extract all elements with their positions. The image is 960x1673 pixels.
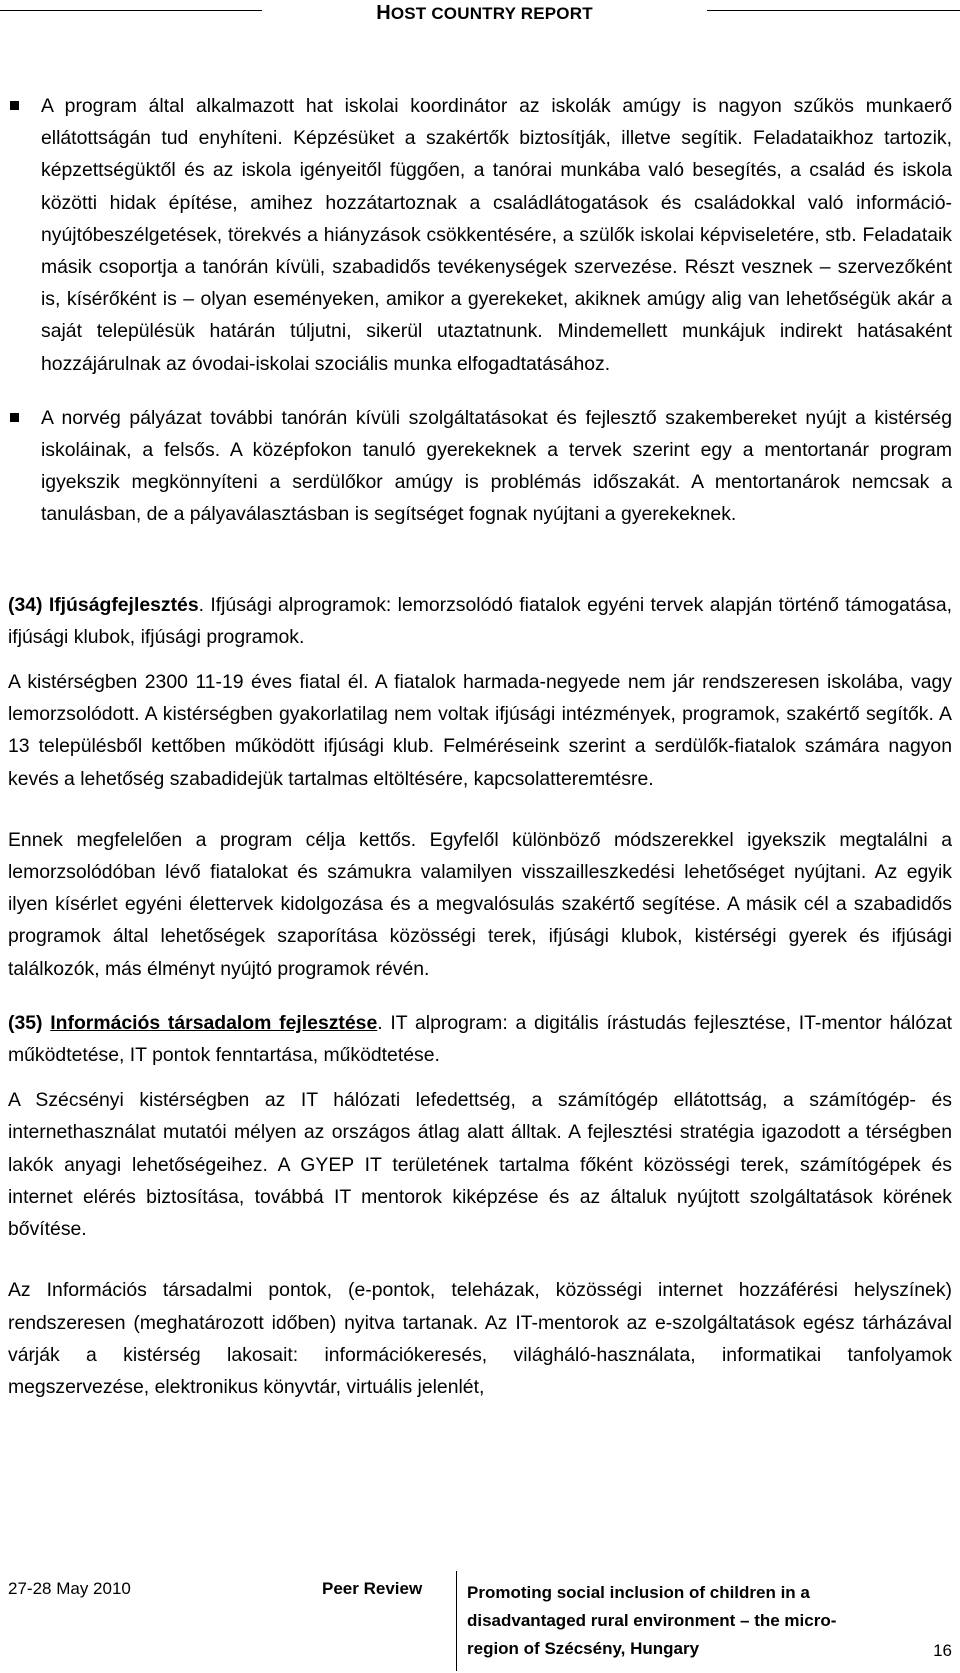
square-bullet-icon	[10, 101, 19, 110]
footer-divider	[456, 1571, 457, 1671]
header-title: HOST COUNTRY REPORT	[376, 2, 593, 24]
paragraph: Ennek megfelelően a program célja kettős. Egyfelől különböző módszerekkel igyekszik megtalálni a lemorzsolódóban lévő fiatalokat és számukra valamilyen visszailleszkedési lehetőséget nyújtani. Az egyik ilyen kísérlet egyéni élettervek kidolgozása és a megvalósulás szakértő segítése. A másik cél a szabadidős programok által lehetőségek szaporítása közösségi terek, ifjúsági klubok, kistérségi gyerek és ifjúsági találkozók, más élményt nyújtó programok révén.	[8, 828, 952, 980]
bullet-item	[8, 90, 952, 380]
section-34-heading: (34) Ifjúságfejlesztés. Ifjúsági alprogramok: lemorzsolódó fiatalok egyéni tervek alapján történő támogatása, ifjúsági klubok, ifjúsági programok.	[8, 593, 952, 648]
page-footer	[0, 1571, 960, 1673]
bullet-text: A program által alkalmazott hat iskolai koordinátor az iskolák amúgy is nagyon szűkös munkaerő ellátottságán tud enyhíteni. Képzésüket a szakértők biztosítják, illetve segítik. Feladataikhoz tartozik, képzettségüktől és az iskola igényeitől függően, a tanórai munkába való besegítés, a család és iskola közötti hidak építése, amihez hozzátartoznak a családlátogatások és családokkal való információ-nyújtóbeszélgetések, törekvés a hiányzások csökkentésére, a szülők iskolai képviseletére, stb. Feladataik másik csoportja a tanórán kívüli, szabadidős tevékenységek szervezése. Részt vesznek – szervezőként is, kísérőként is – olyan eseményeken, amikor a gyerekeket, akiknek amúgy alig van lehetőségük akár a saját településük határán túljutni, sikerül utaztatnunk. Mindemellett munkájuk indirekt hatásaként hozzájárulnak az óvodai-iskolai szociális munka elfogadtatásához.	[41, 95, 952, 375]
header-rule-left	[0, 10, 262, 11]
header-rule-right	[707, 10, 960, 11]
paragraph: A kistérségben 2300 11-19 éves fiatal él. A fiatalok harmada-negyede nem jár rendszeresen iskolába, vagy lemorzsolódott. A kistérségben gyakorlatilag nem voltak ifjúsági intézmények, programok, szakértő segítők. A 13 településből kettőben működött ifjúsági klub. Felméréseink szerint a serdülők-fiatalok számára nagyon kevés a lehetőség szabadidejük tartalmas eltöltésére, kapcsolatteremtésre.	[8, 671, 952, 790]
section-title: Információs társadalom fejlesztése	[50, 1011, 378, 1034]
document-body	[8, 90, 952, 1403]
square-bullet-icon	[10, 413, 19, 422]
bullet-item	[8, 402, 952, 531]
page-number: 16	[933, 1641, 952, 1660]
section-35-heading: (35) Információs társadalom fejlesztése. IT alprogram: a digitális írástudás fejlesztése, IT-mentor hálózat működtetése, IT pontok fenntartása, működtetése.	[8, 1011, 952, 1067]
bullet-text: A norvég pályázat további tanórán kívüli szolgáltatásokat és fejlesztő szakembereket nyújt a kistérség iskoláinak, a felsős. A középfokon tanuló gyerekeknek a tervek szerint egy a mentortanár program igyekszik megkönnyíteni a serdülőkor amúgy is problémás időszakát. A mentortanárok nemcsak a tanulásban, de a pályaválasztásban is segítséget fognak nyújtani a gyerekeknek.	[41, 406, 952, 526]
page-header	[0, 0, 960, 30]
paragraph: Az Információs társadalmi pontok, (e-pontok, teleházak, közösségi internet hozzáférési helyszínek) rendszeresen (meghatározott időben) nyitva tartanak. Az IT-mentorok az e-szolgáltatások egész tárházával várják a kistérség lakosait: információkeresés, világháló-használata, informatikai tanfolyamok megszervezése, elektronikus könyvtár, virtuális jelenlét,	[8, 1279, 952, 1398]
footer-date: 27-28 May 2010	[8, 1579, 131, 1598]
section-title: Ifjúságfejlesztés	[48, 593, 199, 616]
footer-title: Promoting social inclusion of children in a disadvantaged rural environment – the micro-region of Szécsény, Hungary	[467, 1583, 837, 1658]
paragraph: A Szécsényi kistérségben az IT hálózati lefedettség, a számítógép ellátottság, a számítógép- és internethasználat mutatói mélyen az országos átlag alatt álltak. A fejlesztési stratégia igazodott a térségben lakók anyagi lehetőségeihez. A GYEP IT területének tartalma főként közösségi terek, számítógépek és internet elérés biztosítása, továbbá IT mentorok kiképzése és az általuk nyújtott szolgáltatások körének bővítése.	[8, 1089, 952, 1241]
footer-peer-review: Peer Review	[322, 1579, 423, 1598]
